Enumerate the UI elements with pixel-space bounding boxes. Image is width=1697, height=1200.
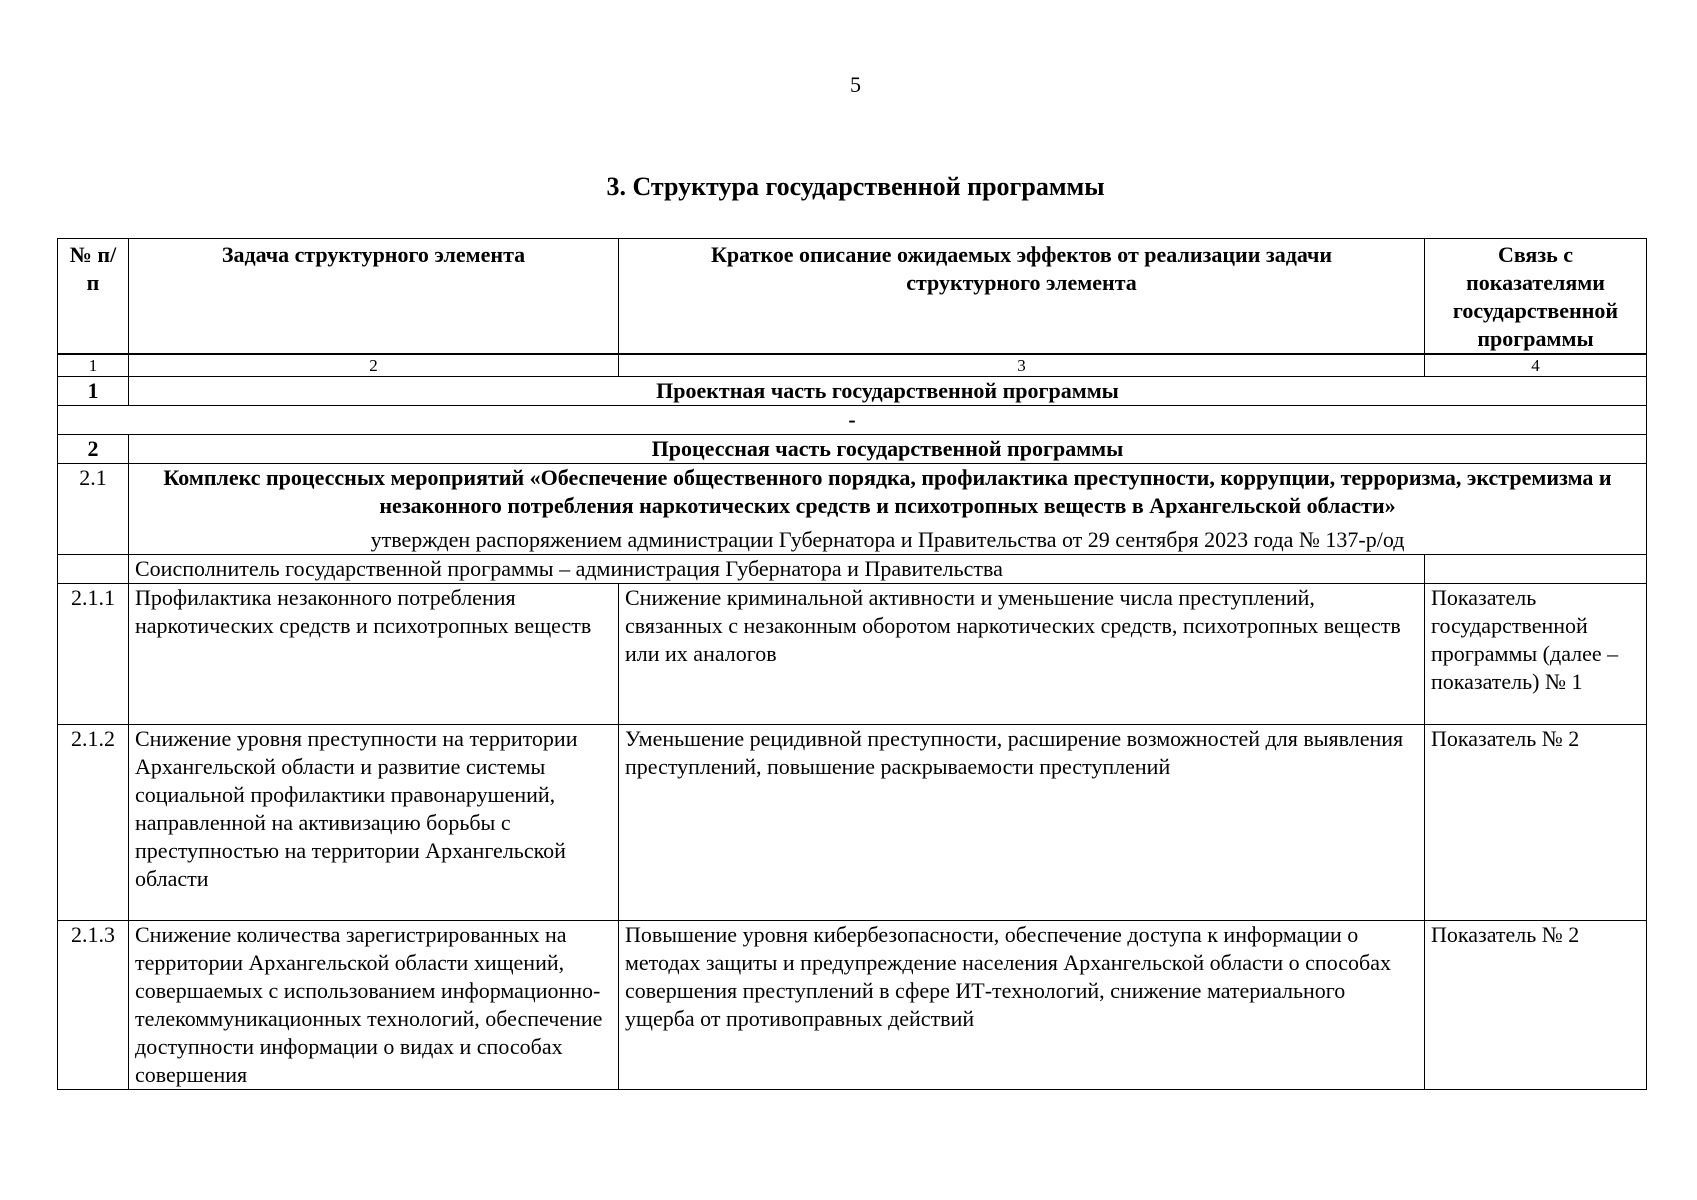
coexecutor-empty-cell [1425,555,1647,584]
complex-cell [129,464,1647,555]
col-number: 1 [58,354,129,377]
coexecutor-row [58,555,1647,584]
col-number: 2 [129,354,619,377]
row-num: 2.1.3 [58,921,129,1090]
process-part-num: 2 [58,435,129,464]
row-link: Показатель № 2 [1425,725,1647,921]
process-part-row [58,435,1647,464]
complex-title: Комплекс процессных мероприятий «Обеспечение общественного порядка, профилактика преступности, коррупции, терроризма, экстремизма и незаконного потребления наркотических средств и психотропных веществ в Архангельской области» [163,465,1612,518]
project-part-row [58,377,1647,406]
row-link: Показатель государственной программы (далее – показатель) № 1 [1425,584,1647,725]
table-row [58,725,1647,921]
coexecutor: Соисполнитель государственной программы – администрация Губернатора и Правительства [129,555,1425,584]
page-number: 5 [850,72,861,97]
row-link: Показатель № 2 [1425,921,1647,1090]
process-part-title: Процессная часть государственной программы [129,435,1647,464]
complex-num: 2.1 [58,464,129,555]
header-num: № п/п [58,239,129,355]
project-part-num: 1 [58,377,129,406]
structure-table [57,238,1647,1090]
project-part-title: Проектная часть государственной программы [129,377,1647,406]
project-part-placeholder: - [58,406,1647,435]
row-task: Снижение количества зарегистрированных на территории Архангельской области хищений, совершаемых с использованием информационно-телекоммуникационных технологий, обеспечение доступности информации о видах и способах совершения [129,921,619,1090]
col-number: 4 [1425,354,1647,377]
row-effects: Снижение криминальной активности и уменьшение числа преступлений, связанных с незаконным оборотом наркотических средств, психотропных веществ или их аналогов [619,584,1425,725]
row-task: Профилактика незаконного потребления наркотических средств и психотропных веществ [129,584,619,725]
header-link: Связь с показателями государственной программы [1425,239,1647,355]
header-task: Задача структурного элемента [129,239,619,355]
complex-approved: утвержден распоряжением администрации Губернатора и Правительства от 29 сентября 2023 года № 137-р/од [370,527,1405,552]
row-effects: Повышение уровня кибербезопасности, обеспечение доступа к информации о методах защиты и предупреждение населения Архангельской области о способах совершения преступлений в сфере ИТ-технологий, снижение материального ущерба от противоправных действий [619,921,1425,1090]
col-number: 3 [619,354,1425,377]
section-title: 3. Структура государственной программы [606,172,1105,201]
table-row [58,584,1647,725]
header-effects: Краткое описание ожидаемых эффектов от реализации задачи структурного элемента [619,239,1425,355]
header-row [58,239,1647,355]
row-task: Снижение уровня преступности на территории Архангельской области и развитие системы социальной профилактики правонарушений, направленной на активизацию борьбы с преступностью на территории Архангельской области [129,725,619,921]
column-numbers-row [58,354,1647,377]
table-row [58,921,1647,1090]
project-part-placeholder-row [58,406,1647,435]
coexecutor-empty-cell [58,555,129,584]
row-effects: Уменьшение рецидивной преступности, расширение возможностей для выявления преступлений, повышение раскрываемости преступлений [619,725,1425,921]
row-num: 2.1.2 [58,725,129,921]
complex-row [58,464,1647,555]
row-num: 2.1.1 [58,584,129,725]
